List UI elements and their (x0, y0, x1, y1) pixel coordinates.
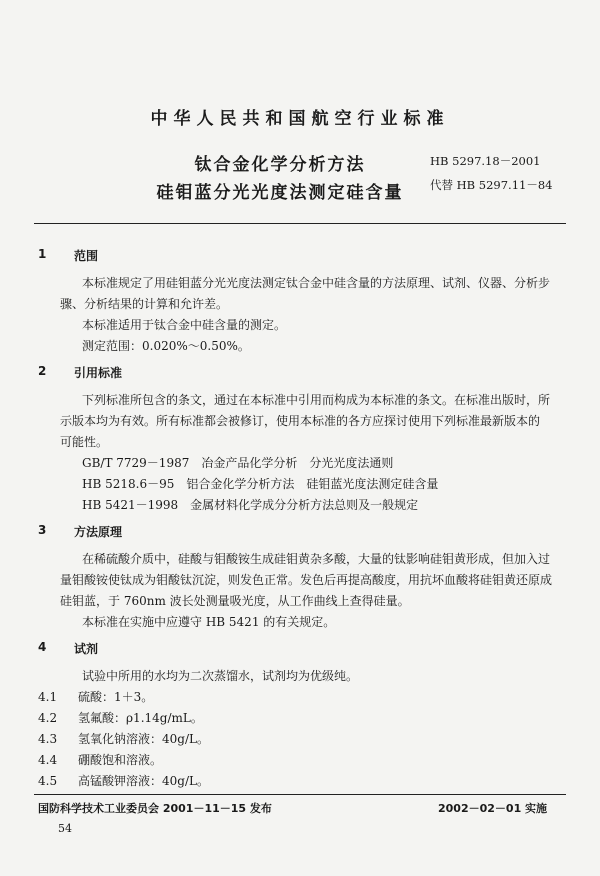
section-4-number: 4 (38, 640, 47, 654)
reagent-text: 氢氟酸：ρ1.14g/mL。 (78, 711, 203, 725)
section-3-title: 方法原理 (74, 525, 123, 539)
reagent-number: 4.2 (38, 711, 58, 725)
reagent-number: 4.1 (38, 690, 58, 704)
reagent-number: 4.3 (38, 732, 58, 746)
reagent-text: 硫酸：1＋3。 (78, 690, 154, 704)
header-rule (34, 223, 566, 224)
reagent-text: 高锰酸钾溶液：40g/L。 (78, 774, 209, 788)
standard-number: HB 5297.18－2001 (430, 154, 541, 168)
reference-item: HB 5218.6－95 铝合金化学分析方法 硅钼蓝光度法测定硅含量 (82, 477, 439, 491)
page-number: 54 (58, 822, 72, 835)
section-3-para1-line2: 量钼酸铵使钛成为钼酸钛沉淀，则发色正常。发色后再提高酸度，用抗坏血酸将硅钼黄还原成 (60, 573, 553, 587)
section-1-number: 1 (38, 247, 47, 261)
reagent-text: 硼酸饱和溶液。 (78, 753, 163, 767)
section-3-para2: 本标准在实施中应遵守 HB 5421 的有关规定。 (82, 615, 336, 629)
reference-item: HB 5421－1998 金属材料化学成分分析方法总则及一般规定 (82, 498, 419, 512)
reagent-number: 4.4 (38, 753, 58, 767)
section-2-para1-line2: 示版本均为有效。所有标准都会被修订，使用本标准的各方应探讨使用下列标准最新版本的 (60, 414, 541, 428)
section-4-title: 试剂 (74, 642, 99, 656)
reference-item: GB/T 7729－1987 冶金产品化学分析 分光光度法通则 (82, 456, 394, 470)
footer-rule (34, 794, 566, 795)
section-1-title: 范围 (74, 249, 99, 263)
section-2-para1-line1: 下列标准所包含的条文，通过在本标准中引用而构成为本标准的条文。在标准出版时，所 (82, 393, 551, 407)
section-1-para2: 本标准适用于钛合金中硅含量的测定。 (82, 318, 287, 332)
doc-title-line1: 钛合金化学分析方法 (194, 155, 366, 175)
section-2-para1-line3: 可能性。 (60, 435, 109, 449)
reagent-text: 氢氧化钠溶液：40g/L。 (78, 732, 209, 746)
section-1-para1-line1: 本标准规定了用硅钼蓝分光光度法测定钛合金中硅含量的方法原理、试剂、仪器、分析步 (82, 276, 551, 290)
section-1-para3: 测定范围：0.020%～0.50%。 (82, 339, 250, 353)
replaces-standard: 代替 HB 5297.11－84 (430, 178, 553, 192)
section-4-intro: 试验中所用的水均为二次蒸馏水，试剂均为优级纯。 (82, 669, 359, 683)
section-3-para1-line3: 硅钼蓝，于 760nm 波长处测量吸光度，从工作曲线上查得硅量。 (60, 594, 410, 608)
section-3-number: 3 (38, 523, 47, 537)
reagent-number: 4.5 (38, 774, 58, 788)
doc-title-line2: 硅钼蓝分光光度法测定硅含量 (156, 183, 404, 203)
section-2-title: 引用标准 (74, 366, 123, 380)
section-2-number: 2 (38, 364, 47, 378)
effective-date: 2002－02－01 实施 (438, 802, 548, 815)
org-title: 中华人民共和国航空行业标准 (150, 109, 450, 129)
section-1-para1-line2: 骤、分析结果的计算和允许差。 (60, 297, 229, 311)
issuer: 国防科学技术工业委员会 2001－11－15 发布 (38, 802, 272, 815)
section-3-para1-line1: 在稀硫酸介质中，硅酸与钼酸铵生成硅钼黄杂多酸，大量的钛影响硅钼黄形成，但加入过 (82, 552, 551, 566)
